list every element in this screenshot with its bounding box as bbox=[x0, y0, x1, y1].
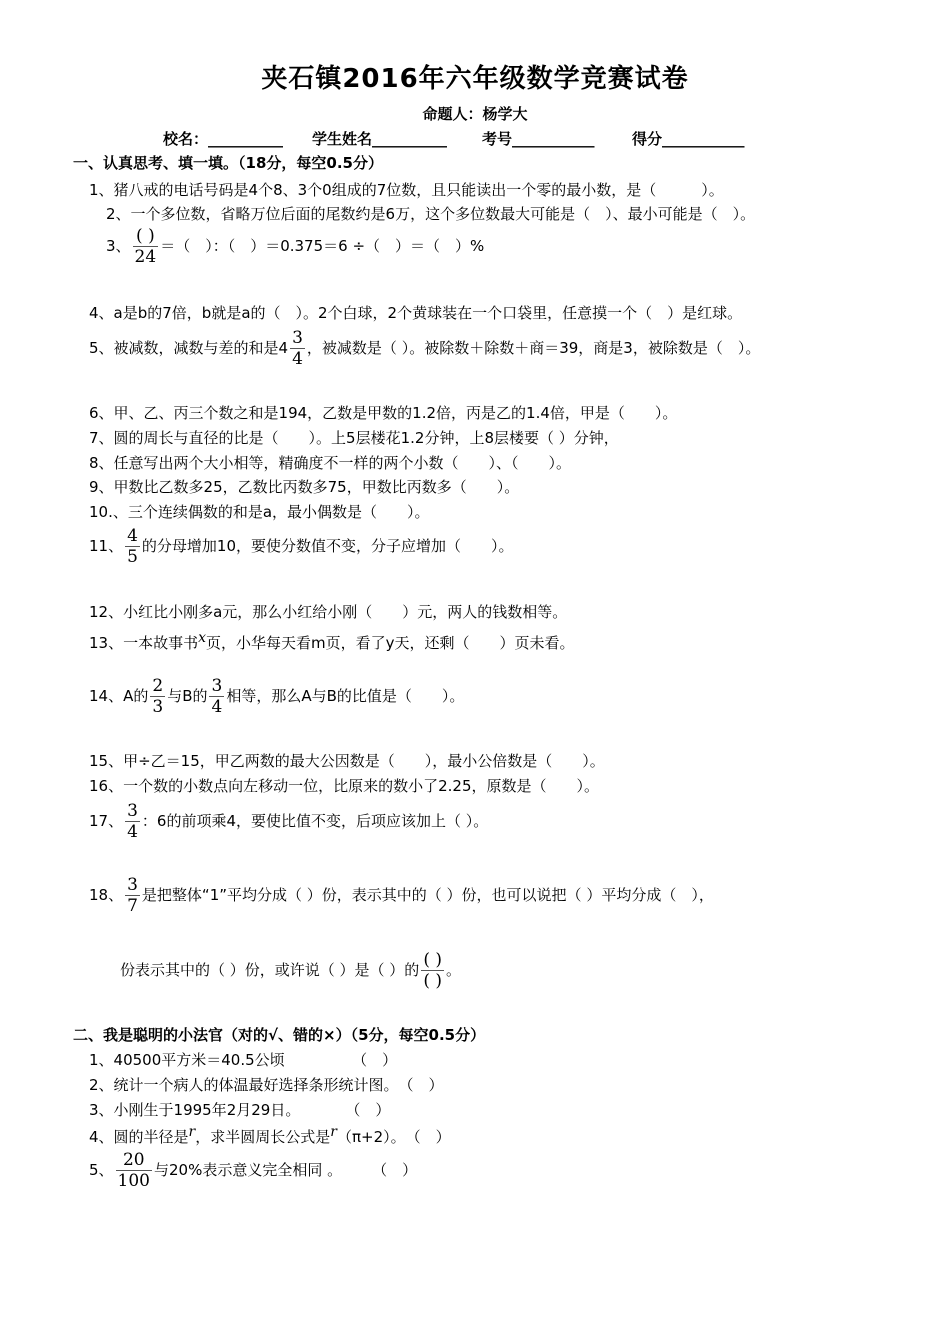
fraction-denominator: 4 bbox=[127, 822, 138, 842]
judge-question-4-text-b: ，求半圆周长公式是 bbox=[195, 1128, 331, 1146]
fraction-denominator: 5 bbox=[127, 547, 138, 567]
question-17-text: ：6的前项乘4，要使比值不变，后项应该加上（ ）。 bbox=[141, 812, 489, 830]
fraction-denominator: ( ) bbox=[423, 971, 442, 991]
question-7: 7、圆的周长与直径的比是（ ）。上5层楼花1.2分钟，上8层楼要（ ）分钟， bbox=[89, 429, 619, 447]
question-11 bbox=[89, 526, 514, 567]
question-13-text-b: 页，小华每天看m页，看了y天，还剩（ ）页未看。 bbox=[206, 634, 575, 652]
question-18-cont-text: 份表示其中的（ ）份，或许说（ ）是（ ）的 bbox=[120, 961, 420, 979]
question-18-end: 。 bbox=[445, 961, 461, 979]
question-8: 8、任意写出两个大小相等，精确度不一样的两个小数（ ）、（ ）。 bbox=[89, 454, 572, 472]
student-name-field: 学生姓名__________ bbox=[312, 130, 448, 148]
question-9: 9、甲数比乙数多25，乙数比丙数多75，甲数比丙数多（ ）。 bbox=[89, 478, 520, 496]
question-17 bbox=[89, 801, 488, 842]
question-11-text: 的分母增加10，要使分数值不变，分子应增加（ ）。 bbox=[141, 537, 514, 555]
judge-question-4-text-c: （π+2）。 （ ） bbox=[336, 1128, 451, 1146]
judge-question-2: 2、统计一个病人的体温最好选择条形统计图。 （ ） bbox=[89, 1076, 444, 1094]
question-5-text-a: 5、被减数，减数与差的和是4 bbox=[89, 339, 289, 357]
score-field: 得分___________ bbox=[632, 130, 745, 148]
question-1: 1、猪八戒的电话号码是4个8、3个0组成的7位数，且只能读出一个零的最小数，是（ ）。 bbox=[89, 181, 724, 199]
fraction bbox=[125, 875, 140, 916]
question-15: 15、甲÷乙＝15，甲乙两数的最大公因数是（ ），最小公倍数是（ ）。 bbox=[89, 752, 605, 770]
fraction-numerator: 3 bbox=[127, 875, 138, 895]
question-6: 6、甲、乙、丙三个数之和是194，乙数是甲数的1.2倍，丙是乙的1.4倍，甲是（ ）。 bbox=[89, 404, 678, 422]
judge-question-4 bbox=[89, 1126, 451, 1147]
judge-question-3: 3、小刚生于1995年2月29日。 （ ） bbox=[89, 1101, 391, 1119]
fraction-denominator: 4 bbox=[292, 349, 303, 369]
question-18-number: 18、 bbox=[89, 886, 124, 904]
fraction-numerator: 3 bbox=[211, 676, 223, 696]
fraction bbox=[125, 801, 140, 842]
question-3 bbox=[106, 226, 484, 267]
judge-question-5-text: 与20%表示意义完全相同 。 （ ） bbox=[154, 1161, 418, 1179]
judge-question-1: 1、40500平方米＝40.5公顷 （ ） bbox=[89, 1051, 398, 1069]
question-14-text-b: 与B的 bbox=[167, 687, 208, 705]
section1-heading: 一、认真思考、填一填。（18分，每空0.5分） bbox=[73, 154, 383, 172]
question-2: 2、一个多位数，省略万位后面的尾数约是6万，这个多位数最大可能是（ ）、最小可能是（ ）。 bbox=[106, 205, 756, 223]
fraction bbox=[133, 226, 159, 267]
question-18 bbox=[89, 875, 714, 916]
question-3-number: 3、 bbox=[106, 237, 131, 255]
fraction bbox=[116, 1150, 152, 1191]
question-18-text: 是把整体“1”平均分成（ ）份，表示其中的（ ）份，也可以说把（ ）平均分成（ ）， bbox=[141, 886, 714, 904]
question-17-number: 17、 bbox=[89, 812, 124, 830]
fraction bbox=[290, 328, 305, 369]
judge-question-4-text-a: 4、圆的半径是 bbox=[89, 1128, 189, 1146]
section2-heading: 二、我是聪明的小法官（对的√、错的×）（5分，每空0.5分） bbox=[73, 1026, 486, 1044]
fraction-denominator: 24 bbox=[134, 247, 157, 267]
question-3-text: ＝（ ）：（ ）＝0.375＝6 ÷（ ）＝（ ）% bbox=[160, 237, 485, 255]
variable-r: r bbox=[330, 1124, 337, 1140]
author-line: 命题人：杨学大 bbox=[422, 105, 528, 123]
exam-title: 夹石镇2016年六年级数学竞赛试卷 bbox=[261, 64, 689, 94]
fraction-numerator: ( ) bbox=[423, 950, 442, 970]
judge-question-5-number: 5、 bbox=[89, 1161, 114, 1179]
judge-question-5 bbox=[89, 1150, 417, 1191]
fraction-numerator: 3 bbox=[292, 328, 303, 348]
question-13 bbox=[89, 632, 575, 653]
question-5 bbox=[89, 328, 760, 369]
variable-r: r bbox=[188, 1124, 196, 1140]
fraction-denominator: 7 bbox=[127, 896, 138, 916]
school-field: 校名：__________ bbox=[163, 130, 284, 148]
fraction-denominator: 3 bbox=[152, 697, 164, 717]
fraction-numerator: 20 bbox=[116, 1150, 152, 1171]
fraction-numerator: 4 bbox=[127, 526, 138, 546]
question-10: 10.、三个连续偶数的和是a，最小偶数是（ ）。 bbox=[89, 503, 430, 521]
question-14-text-c: 相等，那么A与B的比值是（ ）。 bbox=[226, 687, 465, 705]
fraction bbox=[209, 676, 224, 717]
question-5-text-b: ，被减数是（ ）。被除数＋除数＋商＝39，商是3，被除数是（ ）。 bbox=[306, 339, 761, 357]
question-12: 12、小红比小刚多a元，那么小红给小刚（ ）元，两人的钱数相等。 bbox=[89, 603, 568, 621]
question-11-number: 11、 bbox=[89, 537, 124, 555]
question-16: 16、一个数的小数点向左移动一位，比原来的数小了2.25，原数是（ ）。 bbox=[89, 777, 599, 795]
fraction-denominator: 100 bbox=[117, 1171, 150, 1191]
question-4: 4、a是b的7倍，b就是a的（ ）。2个白球，2个黄球装在一个口袋里，任意摸一个（ ）是红球。 bbox=[89, 304, 743, 322]
fraction-numerator: 3 bbox=[127, 801, 138, 821]
fraction-numerator: ( ) bbox=[133, 226, 159, 247]
question-18-continued bbox=[120, 950, 461, 991]
fraction-numerator: 2 bbox=[152, 676, 164, 696]
question-14-text-a: 14、A的 bbox=[89, 687, 149, 705]
fraction bbox=[125, 526, 140, 567]
fraction bbox=[150, 676, 165, 717]
fraction-denominator: 4 bbox=[211, 697, 223, 717]
question-14 bbox=[89, 676, 464, 717]
variable-x: x bbox=[198, 630, 206, 646]
exam-number-field: 考号___________ bbox=[482, 130, 595, 148]
fraction bbox=[421, 950, 444, 991]
question-13-text-a: 13、一本故事书 bbox=[89, 634, 199, 652]
